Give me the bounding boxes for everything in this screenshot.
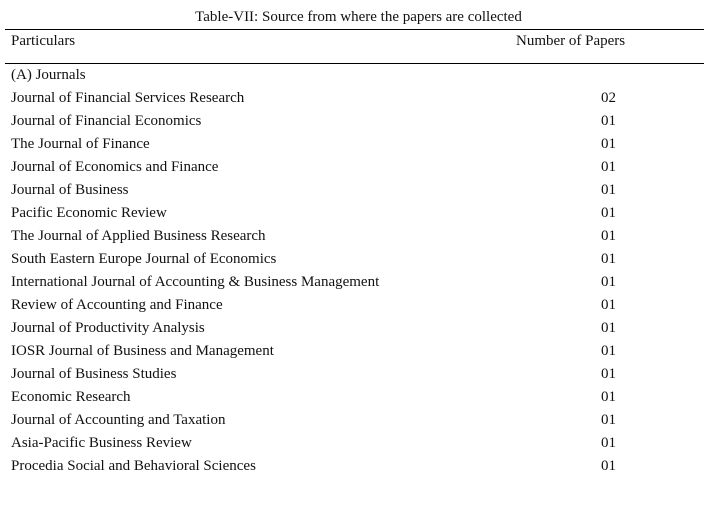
table-row [0,203,717,226]
journal-name: Journal of Business Studies [11,366,177,382]
paper-count: 01 [601,458,616,474]
journal-name: Pacific Economic Review [11,205,167,221]
journal-name: Asia-Pacific Business Review [11,435,192,451]
table-row [0,180,717,203]
paper-count: 01 [601,205,616,221]
journal-name: Journal of Accounting and Taxation [11,412,226,428]
journal-name: IOSR Journal of Business and Management [11,343,274,359]
table-row [0,88,717,111]
journal-name: International Journal of Accounting & Business Management [11,274,380,290]
table-caption: Table-VII: Source from where the papers are collected [195,9,522,25]
section-label-journals: (A) Journals [11,67,86,83]
table-body [0,88,717,479]
journal-name: Journal of Business [11,182,129,198]
paper-count: 01 [601,182,616,198]
paper-count: 01 [601,297,616,313]
paper-count: 02 [601,90,616,106]
journal-name: Journal of Productivity Analysis [11,320,205,336]
table-row [0,341,717,364]
journal-name: Journal of Financial Economics [11,113,202,129]
table-top-rule [5,29,704,30]
paper-count: 01 [601,159,616,175]
paper-count: 01 [601,251,616,267]
journal-name: The Journal of Finance [11,136,150,152]
paper-count: 01 [601,435,616,451]
column-header-number-of-papers: Number of Papers [516,33,626,49]
table-row [0,226,717,249]
paper-count: 01 [601,274,616,290]
journal-name: Procedia Social and Behavioral Sciences [11,458,256,474]
table-row [0,364,717,387]
table-header-rule [5,63,704,64]
column-header-particulars: Particulars [11,33,76,49]
paper-count: 01 [601,113,616,129]
table-row [0,272,717,295]
paper-count: 01 [601,136,616,152]
table-row [0,249,717,272]
table-row [0,410,717,433]
paper-count: 01 [601,228,616,244]
table-row [0,111,717,134]
table-row [0,157,717,180]
journal-name: Journal of Economics and Finance [11,159,219,175]
paper-count: 01 [601,389,616,405]
journal-name: Journal of Financial Services Research [11,90,245,106]
table-row [0,134,717,157]
table-row [0,456,717,479]
journal-name: Economic Research [11,389,131,405]
table-row [0,295,717,318]
paper-count: 01 [601,366,616,382]
table-row [0,318,717,341]
table-row [0,387,717,410]
paper-count: 01 [601,412,616,428]
paper-count: 01 [601,320,616,336]
journal-name: South Eastern Europe Journal of Economics [11,251,277,267]
journal-name: The Journal of Applied Business Research [11,228,266,244]
journal-name: Review of Accounting and Finance [11,297,223,313]
table-row [0,433,717,456]
paper-count: 01 [601,343,616,359]
